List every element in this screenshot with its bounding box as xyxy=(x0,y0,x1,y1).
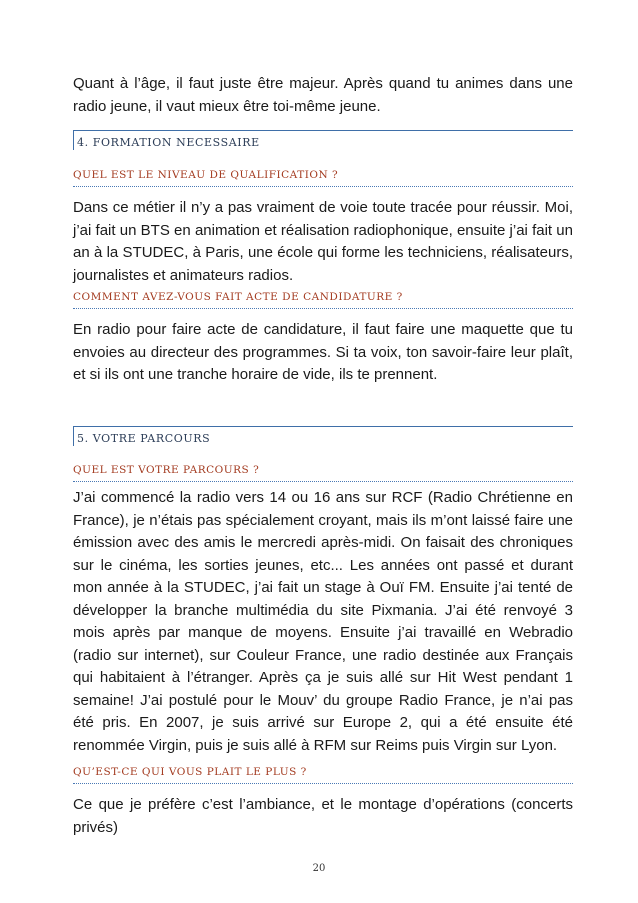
section-heading-parcours: 5. VOTRE PARCOURS xyxy=(73,426,573,446)
question-parcours: QUEL EST VOTRE PARCOURS ? xyxy=(73,464,573,482)
answer-plait-le-plus: Ce que je préfère c’est l’ambiance, et le montage d’opérations (concerts privés) xyxy=(73,796,573,836)
answer-parcours: J’ai commencé la radio vers 14 ou 16 ans sur RCF (Radio Chrétienne en France), je n’étais pas spécialement croyant, mais ils m’ont laissé faire une émission avec des amis le mercredi après-midi. On faisait des chroniques sur le cinéma, les sorties jeunes, etc... Les années ont passé et durant mon année à la STUDEC, j’ai fait un stage à Ouï FM. Ensuite j’ai tenté de développer la branche multimédia du site Pixmania. J’ai été renvoyé 3 mois après par manque de moyens. Ensuite j’ai travaillé en Webradio (radio sur internet), sur Couleur France, une radio destinée aux Français qui habitaient à l’étranger. Après ça je suis allé sur Hit West pendant 1 semaine! J’ai postulé pour le Mouv’ du groupe Radio France, je n’ai pas été pris. En 2007, je suis arrivé sur Europe 2, qui a été ensuite été renommée Virgin, puis je suis allé à RFM sur Reims puis Virgin sur Lyon. xyxy=(73,489,573,754)
page-number: 20 xyxy=(312,863,326,874)
question-qualification: QUEL EST LE NIVEAU DE QUALIFICATION ? xyxy=(73,169,573,187)
answer-qualification: Dans ce métier il n’y a pas vraiment de voie toute tracée pour réussir. Moi, j’ai fait un BTS en animation et réalisation radiophonique, ensuite j’ai fait un an à la STUDEC, à Paris, une école qui forme les techniciens, réalisateurs, journalistes et animateurs radios. xyxy=(73,199,573,284)
answer-candidature: En radio pour faire acte de candidature, il faut faire une maquette que tu envoies au directeur des programmes. Si ta voix, ton savoir-faire leur plaît, et si ils ont une tranche horaire de vide, ils te prennent. xyxy=(73,321,573,383)
intro-paragraph: Quant à l’âge, il faut juste être majeur. Après quand tu animes dans une radio jeune, il vaut mieux être toi-même jeune. xyxy=(73,75,573,115)
question-candidature: COMMENT AVEZ-VOUS FAIT ACTE DE CANDIDATURE ? xyxy=(73,291,573,309)
question-plait-le-plus: QU’EST-CE QUI VOUS PLAIT LE PLUS ? xyxy=(73,766,573,784)
section-heading-formation: 4. FORMATION NECESSAIRE xyxy=(73,130,573,150)
